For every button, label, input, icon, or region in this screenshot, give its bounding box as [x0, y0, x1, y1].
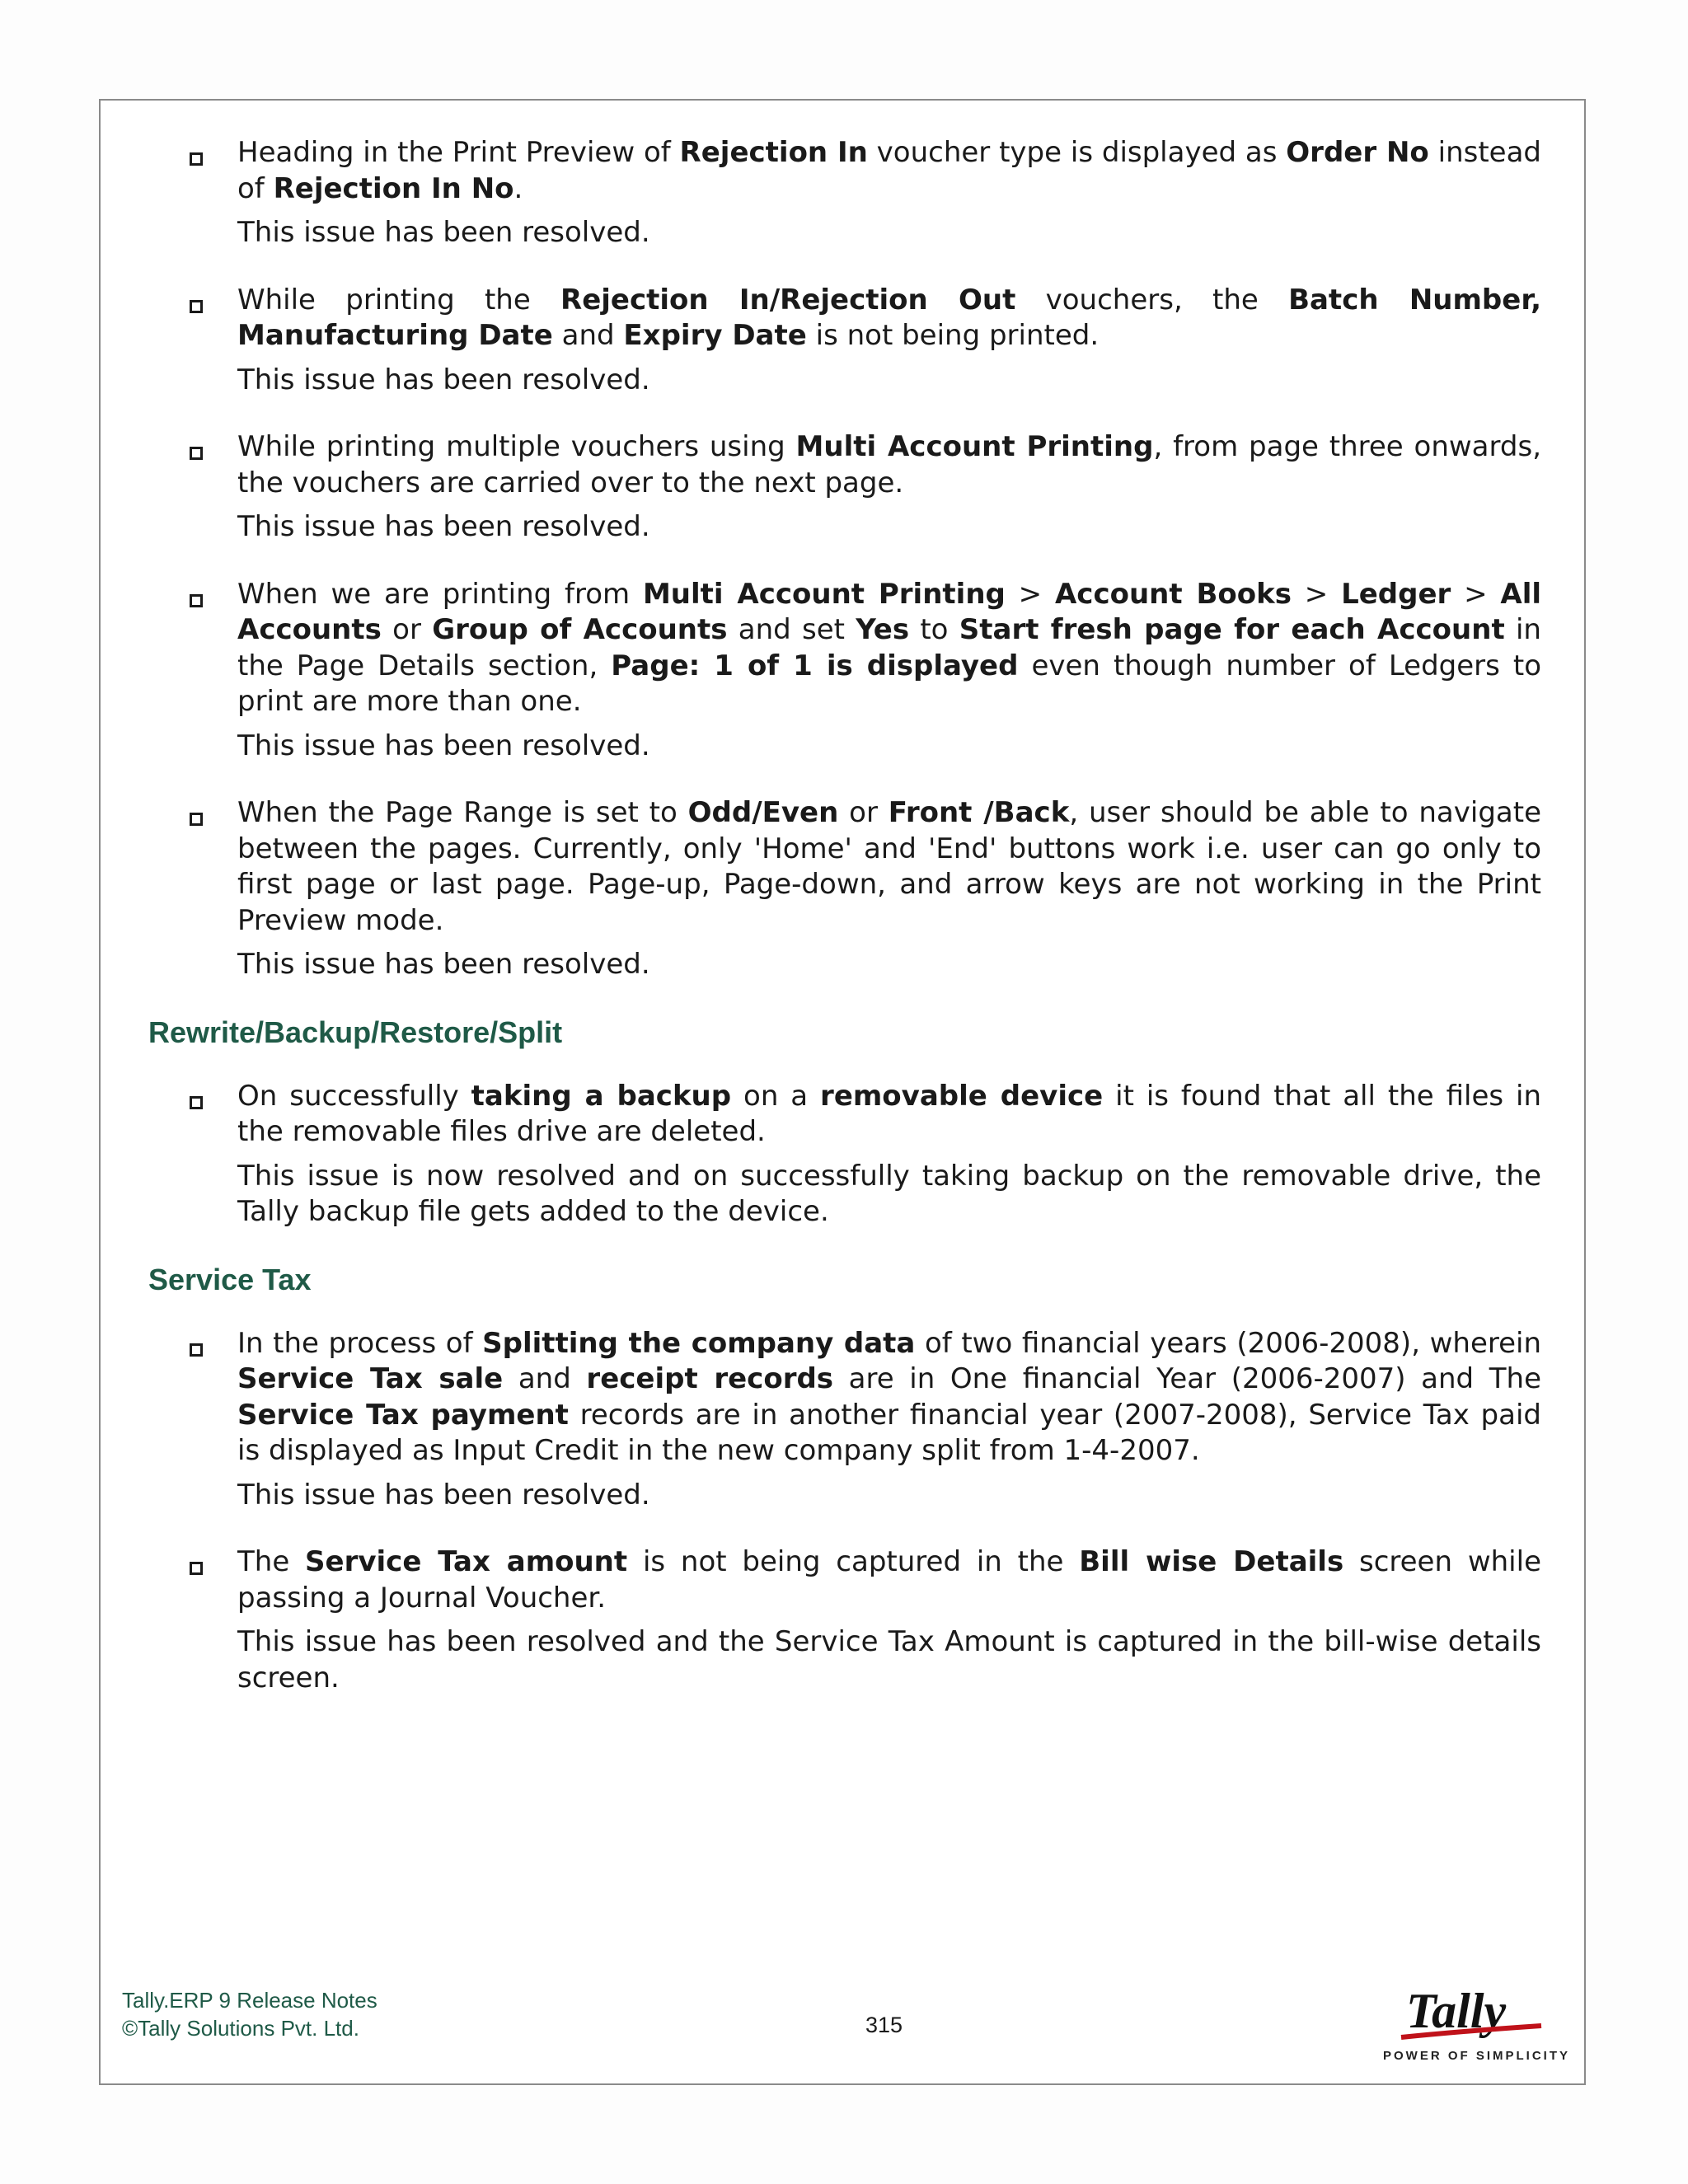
- issue-bold-term: Page: 1 of 1 is displayed: [611, 649, 1019, 682]
- logo-wordmark: Tally: [1406, 1984, 1507, 2038]
- issue-text-run: is not being captured in the: [627, 1545, 1080, 1578]
- issue-bold-term: Multi Account Printing: [642, 577, 1006, 611]
- release-notes-content: [148, 135, 1541, 1727]
- issue-bold-term: Service Tax payment: [237, 1398, 569, 1432]
- issue-text: [237, 135, 1541, 207]
- issue-bold-term: Odd/Even: [687, 796, 839, 829]
- section-heading-backup: Rewrite/Backup/Restore/Split: [148, 1015, 563, 1049]
- list-item: [148, 1544, 1541, 1696]
- issue-bold-term: Service Tax amount: [305, 1545, 628, 1578]
- square-bullet-icon: [190, 300, 203, 313]
- issue-bold-term: Ledger: [1341, 577, 1451, 611]
- page-number: 315: [865, 2013, 903, 2037]
- issue-text: [237, 429, 1541, 501]
- issue-bold-term: Start fresh page for each Account: [959, 613, 1505, 646]
- resolution-text: This issue has been resolved.: [237, 729, 650, 762]
- issue-text-run: >: [1005, 577, 1055, 611]
- issue-text-run: and: [503, 1362, 587, 1395]
- square-bullet-icon: [190, 1096, 203, 1109]
- issue-bold-term: Bill wise Details: [1079, 1545, 1344, 1578]
- issue-bold-term: Account Books: [1054, 577, 1292, 611]
- issue-bold-term: All Accounts: [237, 577, 1542, 646]
- issue-text-run: >: [1291, 577, 1342, 611]
- issue-text-run: When we are printing from: [237, 577, 643, 611]
- logo-tagline: POWER OF SIMPLICITY: [1383, 2049, 1571, 2063]
- print-issues-list: [148, 135, 1541, 983]
- issue-text-run: even though number of Ledgers to print are more than one.: [237, 649, 1541, 718]
- issue-text-run: >: [1451, 577, 1501, 611]
- issue-text-run: While printing multiple vouchers using: [237, 430, 796, 463]
- issue-text-run: it is found that all the files in the removable files drive are deleted.: [237, 1079, 1541, 1148]
- issue-text-run: on a: [731, 1079, 821, 1113]
- issue-bold-term: receipt records: [586, 1362, 834, 1395]
- footer-copyright: ©Tally Solutions Pvt. Ltd.: [122, 2016, 359, 2041]
- issue-bold-term: Splitting the company data: [482, 1326, 916, 1360]
- resolution-text: This issue has been resolved.: [237, 363, 650, 396]
- issue-text-run: voucher type is displayed as: [867, 136, 1287, 169]
- issue-bold-term: removable device: [820, 1079, 1104, 1113]
- issue-text: [237, 1326, 1541, 1469]
- issue-text-run: When the Page Range is set to: [237, 796, 688, 829]
- square-bullet-icon: [190, 813, 203, 826]
- issue-text-run: vouchers, the: [1015, 283, 1289, 316]
- footer-left: [122, 1986, 377, 2042]
- list-item: [148, 1326, 1541, 1514]
- tally-logo: [1376, 1976, 1571, 2067]
- issue-bold-term: Rejection In: [679, 136, 868, 169]
- issue-bold-term: Front /Back: [888, 796, 1070, 829]
- issue-text-run: In the process of: [237, 1326, 483, 1360]
- square-bullet-icon: [190, 152, 203, 166]
- resolution-text: This issue has been resolved.: [237, 948, 650, 981]
- issue-text-run: to: [909, 613, 959, 646]
- footer-doc-title: Tally.ERP 9 Release Notes: [122, 1988, 377, 2013]
- issue-bold-term: Rejection In/Rejection Out: [560, 283, 1016, 316]
- issue-text: [237, 283, 1541, 354]
- list-item: [148, 577, 1541, 765]
- issue-bold-term: Batch Number, Manufacturing Date: [237, 283, 1542, 352]
- list-item: [148, 1079, 1541, 1230]
- resolution-text: This issue is now resolved and on successfully taking backup on the removable drive, the Tally backup file gets added to the device.: [237, 1159, 1541, 1228]
- issue-text: [237, 577, 1541, 720]
- service-tax-issues-list: [148, 1326, 1541, 1697]
- list-item: [148, 429, 1541, 546]
- square-bullet-icon: [190, 594, 203, 607]
- issue-text-run: On successfully: [237, 1079, 471, 1113]
- issue-bold-term: Order No: [1286, 136, 1429, 169]
- issue-text-run: , from page three onwards, the vouchers are carried over to the next page.: [237, 430, 1542, 499]
- issue-text-run: screen while passing a Journal Voucher.: [237, 1545, 1541, 1615]
- list-item: [148, 795, 1541, 983]
- issue-bold-term: Multi Account Printing: [795, 430, 1154, 463]
- issue-text-run: or: [838, 796, 889, 829]
- tally-logo-mark: [1376, 1976, 1566, 2050]
- issue-bold-term: Expiry Date: [623, 319, 807, 352]
- issue-bold-term: Service Tax sale: [237, 1362, 504, 1395]
- issue-text: [237, 795, 1541, 939]
- issue-text-run: and: [552, 319, 624, 352]
- issue-text-run: records are in another financial year (2007-2008), Service Tax paid is displayed as Input Credit in the new company split from 1-4-2007.: [237, 1398, 1541, 1467]
- resolution-text: This issue has been resolved.: [237, 510, 650, 543]
- issue-bold-term: Yes: [856, 613, 910, 646]
- issue-text-run: and set: [727, 613, 856, 646]
- issue-text-run: instead of: [237, 136, 1541, 205]
- square-bullet-icon: [190, 1343, 203, 1357]
- issue-text-run: .: [513, 171, 523, 205]
- issue-text-run: While printing the: [237, 283, 561, 316]
- square-bullet-icon: [190, 1562, 203, 1575]
- issue-bold-term: Group of Accounts: [432, 613, 728, 646]
- issue-bold-term: taking a backup: [471, 1079, 732, 1113]
- resolution-text: This issue has been resolved.: [237, 1478, 650, 1511]
- issue-text-run: The: [237, 1545, 306, 1578]
- issue-text-run: in the Page Details section,: [237, 613, 1541, 682]
- issue-bold-term: Rejection In No: [273, 171, 514, 205]
- issue-text-run: of two financial years (2006-2008), wherein: [915, 1326, 1542, 1360]
- issue-text-run: is not being printed.: [806, 319, 1100, 352]
- issue-text: [237, 1544, 1541, 1616]
- issue-text-run: , user should be able to navigate between the pages. Currently, only 'Home' and 'End' buttons work i.e. user can go only to first page or last page. Page-up, Page-down, and arrow keys are not working in the Print Preview mode.: [237, 796, 1541, 937]
- section-heading-service-tax: Service Tax: [148, 1262, 312, 1296]
- issue-text: [237, 1079, 1541, 1151]
- list-item: [148, 135, 1541, 251]
- list-item: [148, 283, 1541, 399]
- issue-text-run: or: [381, 613, 433, 646]
- issue-text-run: Heading in the Print Preview of: [237, 136, 680, 169]
- square-bullet-icon: [190, 447, 203, 460]
- resolution-text: This issue has been resolved and the Service Tax Amount is captured in the bill-wise details screen.: [237, 1625, 1541, 1694]
- issue-text-run: are in One financial Year (2006-2007) and The: [833, 1362, 1541, 1395]
- resolution-text: This issue has been resolved.: [237, 216, 650, 249]
- backup-issues-list: [148, 1079, 1541, 1230]
